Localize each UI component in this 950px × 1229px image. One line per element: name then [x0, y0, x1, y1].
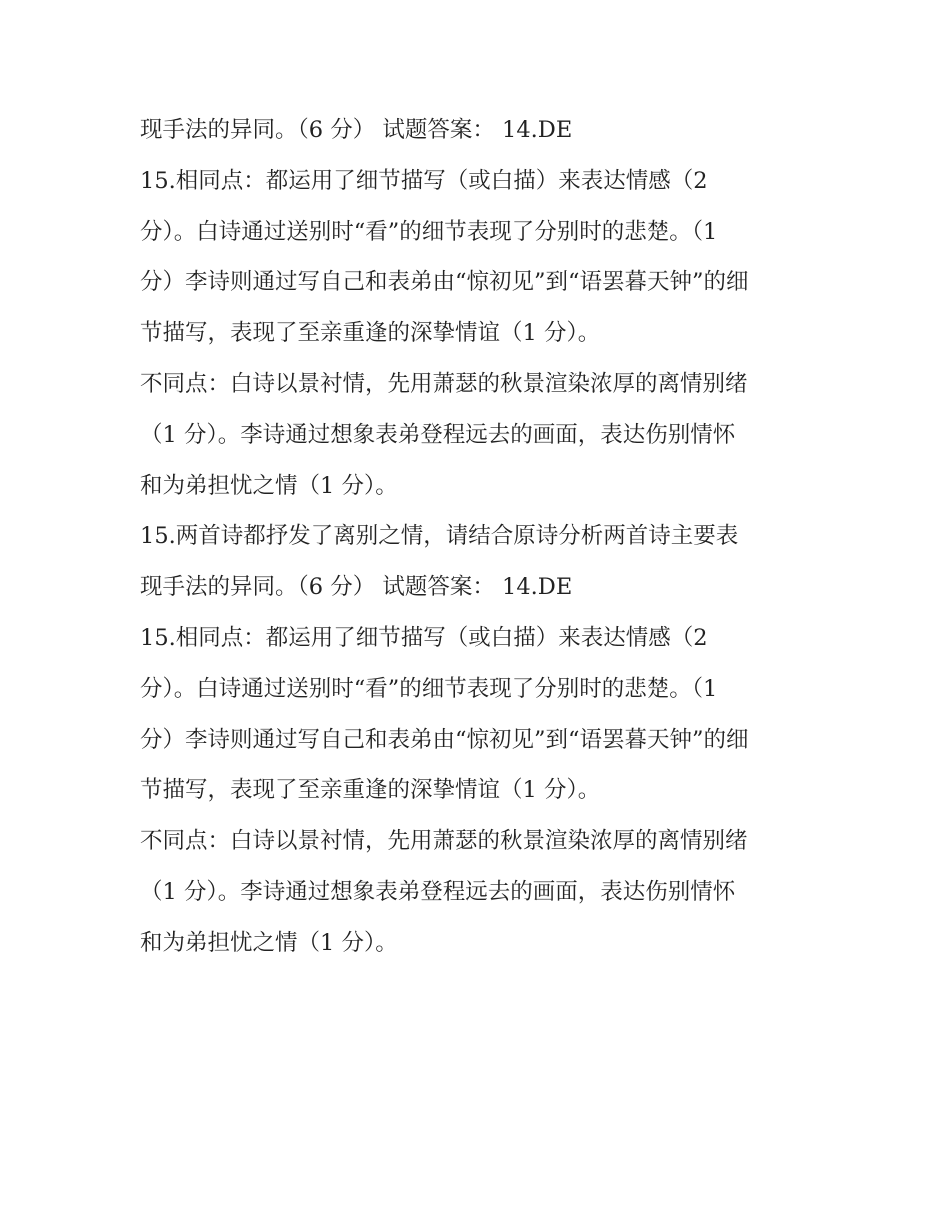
text-line-14: 节描写，表现了至亲重逢的深挚情谊（1 分）。	[140, 777, 601, 804]
text-line-17: 和为弟担忧之情（1 分）。	[140, 929, 398, 956]
text-line-5: 节描写，表现了至亲重逢的深挚情谊（1 分）。	[140, 320, 601, 347]
text-line-10: 现手法的异同。（6 分） 试题答案： 14.DE	[140, 574, 573, 601]
text-line-1: 现手法的异同。（6 分） 试题答案： 14.DE	[140, 117, 573, 143]
text-line-11: 15.相同点：都运用了细节描写（或白描）来表达情感（2	[140, 624, 708, 651]
text-line-7: （1 分）。李诗通过想象表弟登程远去的画面，表达伤别情怀	[140, 421, 736, 448]
text-line-15: 不同点：白诗以景衬情，先用萧瑟的秋景渲染浓厚的离情别绪	[140, 828, 748, 855]
answer-text-block	[140, 110, 830, 974]
text-line-13: 分）李诗则通过写自己和表弟由“惊初见”到“语罢暮天钟”的细	[140, 726, 749, 753]
text-line-8: 和为弟担忧之情（1 分）。	[140, 472, 398, 499]
text-line-6: 不同点：白诗以景衬情，先用萧瑟的秋景渲染浓厚的离情别绪	[140, 370, 748, 397]
text-line-4: 分）李诗则通过写自己和表弟由“惊初见”到“语罢暮天钟”的细	[140, 269, 749, 296]
text-line-3: 分）。白诗通过送别时“看”的细节表现了分别时的悲楚。（1	[140, 218, 718, 245]
text-line-16: （1 分）。李诗通过想象表弟登程远去的画面，表达伤别情怀	[140, 878, 736, 905]
text-line-9: 15.两首诗都抒发了离别之情，请结合原诗分析两首诗主要表	[140, 523, 739, 550]
text-line-12: 分）。白诗通过送别时“看”的细节表现了分别时的悲楚。（1	[140, 675, 718, 702]
text-line-2: 15.相同点：都运用了细节描写（或白描）来表达情感（2	[140, 167, 708, 194]
